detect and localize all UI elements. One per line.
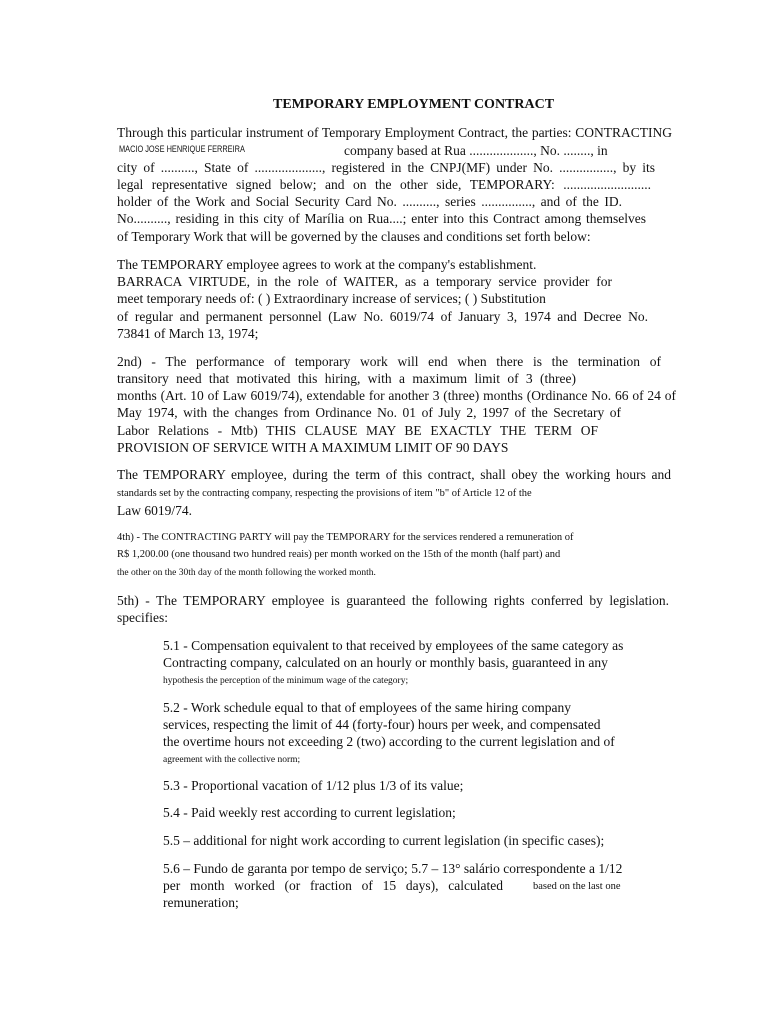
p2-line-2: transitory need that motivated this hiring, with a maximum limit of 3 (three) bbox=[117, 371, 576, 386]
s52-line-4: agreement with the collective norm; bbox=[163, 755, 301, 765]
p5-line-1: 5th) - The TEMPORARY employee is guaranteed the following rights conferred by legislation. bbox=[117, 593, 669, 608]
s51-line-3: hypothesis the perception of the minimum wage of the category; bbox=[163, 676, 409, 686]
s54-line: 5.4 - Paid weekly rest according to current legislation; bbox=[163, 805, 456, 820]
p3-line-1: The TEMPORARY employee, during the term of this contract, shall obey the working hours and bbox=[117, 467, 671, 482]
s56-line-2a: per month worked (or fraction of 15 days), calculated bbox=[163, 878, 503, 893]
contracting-party-name: MACIO JOSE HENRIQUE FERREIRA bbox=[119, 144, 245, 154]
s52-line-3: the overtime hours not exceeding 2 (two) according to the current legislation and of bbox=[163, 734, 615, 749]
p3-line-2: standards set by the contracting company, respecting the provisions of item "b" of Article 12 of the bbox=[117, 488, 532, 499]
s52-line-1: 5.2 - Work schedule equal to that of employees of the same hiring company bbox=[163, 700, 572, 715]
p4-line-3: the other on the 30th day of the month following the worked month. bbox=[117, 568, 376, 578]
s53-line: 5.3 - Proportional vacation of 1/12 plus 1/3 of its value; bbox=[163, 778, 464, 793]
p5-line-2: specifies: bbox=[117, 610, 168, 625]
p4-line-2: R$ 1,200.00 (one thousand two hundred reais) per month worked on the 15th of the month (half part) and bbox=[117, 549, 561, 560]
document-title: TEMPORARY EMPLOYMENT CONTRACT bbox=[273, 97, 555, 112]
intro-line-3: city of .........., State of ...................., registered in the CNPJ(MF) under No. ................, by its bbox=[117, 160, 655, 175]
s51-line-2: Contracting company, calculated on an hourly or monthly basis, guaranteed in any bbox=[163, 655, 608, 670]
s52-line-2: services, respecting the limit of 44 (forty-four) hours per week, and compensated bbox=[163, 717, 601, 732]
s56-line-3: remuneration; bbox=[163, 895, 239, 910]
p4-line-1: 4th) - The CONTRACTING PARTY will pay the TEMPORARY for the services rendered a remuneration of bbox=[117, 532, 574, 543]
p3-line-3: Law 6019/74. bbox=[117, 503, 192, 518]
intro-line-5: holder of the Work and Social Security Card No. .........., series ..............., and of the ID. bbox=[117, 194, 622, 209]
s56-line-1: 5.6 – Fundo de garanta por tempo de serviço; 5.7 – 13° salário correspondente a 1/12 bbox=[163, 861, 623, 876]
s55-line: 5.5 – additional for night work according to current legislation (in specific cases); bbox=[163, 833, 605, 848]
p1-line-5: 73841 of March 13, 1974; bbox=[117, 326, 259, 341]
s51-line-1: 5.1 - Compensation equivalent to that received by employees of the same category as bbox=[163, 638, 624, 653]
p1-line-3: meet temporary needs of: ( ) Extraordinary increase of services; ( ) Substitution bbox=[117, 291, 546, 306]
p2-line-1: 2nd) - The performance of temporary work will end when there is the termination of bbox=[117, 354, 661, 369]
p2-line-6: PROVISION OF SERVICE WITH A MAXIMUM LIMIT OF 90 DAYS bbox=[117, 440, 509, 455]
intro-line-7: of Temporary Work that will be governed by the clauses and conditions set forth below: bbox=[117, 229, 591, 244]
p2-line-3: months (Art. 10 of Law 6019/74), extendable for another 3 (three) months (Ordinance No. 66 of 24 of bbox=[117, 388, 676, 403]
p2-line-5: Labor Relations - Mtb) THIS CLAUSE MAY BE EXACTLY THE TERM OF bbox=[117, 423, 598, 438]
intro-line-2: company based at Rua ..................., No. ........, in bbox=[344, 143, 608, 158]
intro-line-6: No.........., residing in this city of Marília on Rua....; enter into this Contract among themselves bbox=[117, 211, 646, 226]
p2-line-4: May 1974, with the changes from Ordinance No. 01 of July 2, 1997 of the Secretary of bbox=[117, 405, 621, 420]
intro-line-1: Through this particular instrument of Temporary Employment Contract, the parties: CONTRACTING bbox=[117, 125, 672, 140]
intro-line-4: legal representative signed below; and on the other side, TEMPORARY: .......................... bbox=[117, 177, 651, 192]
p1-line-2: BARRACA VIRTUDE, in the role of WAITER, as a temporary service provider for bbox=[117, 274, 612, 289]
p1-line-1: The TEMPORARY employee agrees to work at the company's establishment. bbox=[117, 257, 537, 272]
p1-line-4: of regular and permanent personnel (Law No. 6019/74 of January 3, 1974 and Decree No. bbox=[117, 309, 648, 324]
s56-line-2b: based on the last one bbox=[533, 881, 621, 892]
